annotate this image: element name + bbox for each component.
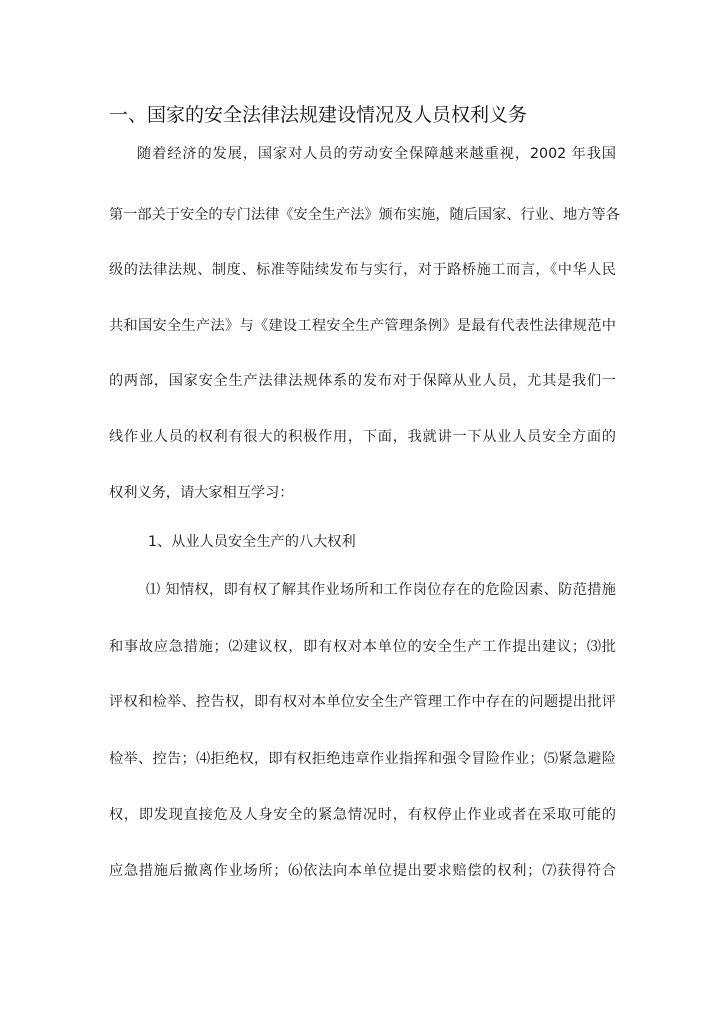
rights-line: ⑴ 知情权，即有权了解其作业场所和工作岗位存在的危险因素、防范措施	[146, 582, 616, 598]
section-heading: 一、国家的安全法律法规建设情况及人员权利义务	[109, 104, 528, 126]
paragraph-line: 第一部关于安全的专门法律《安全生产法》颁布实施，随后国家、行业、地方等各	[109, 207, 620, 223]
paragraph-line: 级的法律法规、制度、标准等陆续发布与实行，对于路桥施工而言，《中华人民	[109, 262, 616, 278]
rights-subheading: 1、从业人员安全生产的八大权利	[148, 534, 356, 550]
paragraph-line: 随着经济的发展，国家对人员的劳动安全保障越来越重视，2002 年我国	[137, 146, 616, 162]
rights-line: 权，即发现直接危及人身安全的紧急情况时，有权停止作业或者在采取可能的	[109, 807, 616, 823]
rights-line: 检举、控告；⑷拒绝权，即有权拒绝违章作业指挥和强令冒险作业；⑸紧急避险	[109, 751, 616, 767]
rights-line: 应急措施后撤离作业场所；⑹依法向本单位提出要求赔偿的权利；⑺获得符合	[109, 863, 616, 879]
rights-line: 评权和检举、控告权，即有权对本单位安全生产管理工作中存在的问题提出批评	[109, 694, 616, 710]
rights-line: 和事故应急措施；⑵建议权，即有权对本单位的安全生产工作提出建议；⑶批	[109, 639, 616, 655]
paragraph-line: 的两部，国家安全生产法律法规体系的发布对于保障从业人员，尤其是我们一	[109, 373, 616, 389]
paragraph-line: 线作业人员的权利有很大的积极作用，下面，我就讲一下从业人员安全方面的	[109, 429, 616, 445]
paragraph-line: 共和国安全生产法》与《建设工程安全生产管理条例》是最有代表性法律规范中	[109, 318, 616, 334]
paragraph-line: 权利义务，请大家相互学习：	[109, 485, 294, 501]
